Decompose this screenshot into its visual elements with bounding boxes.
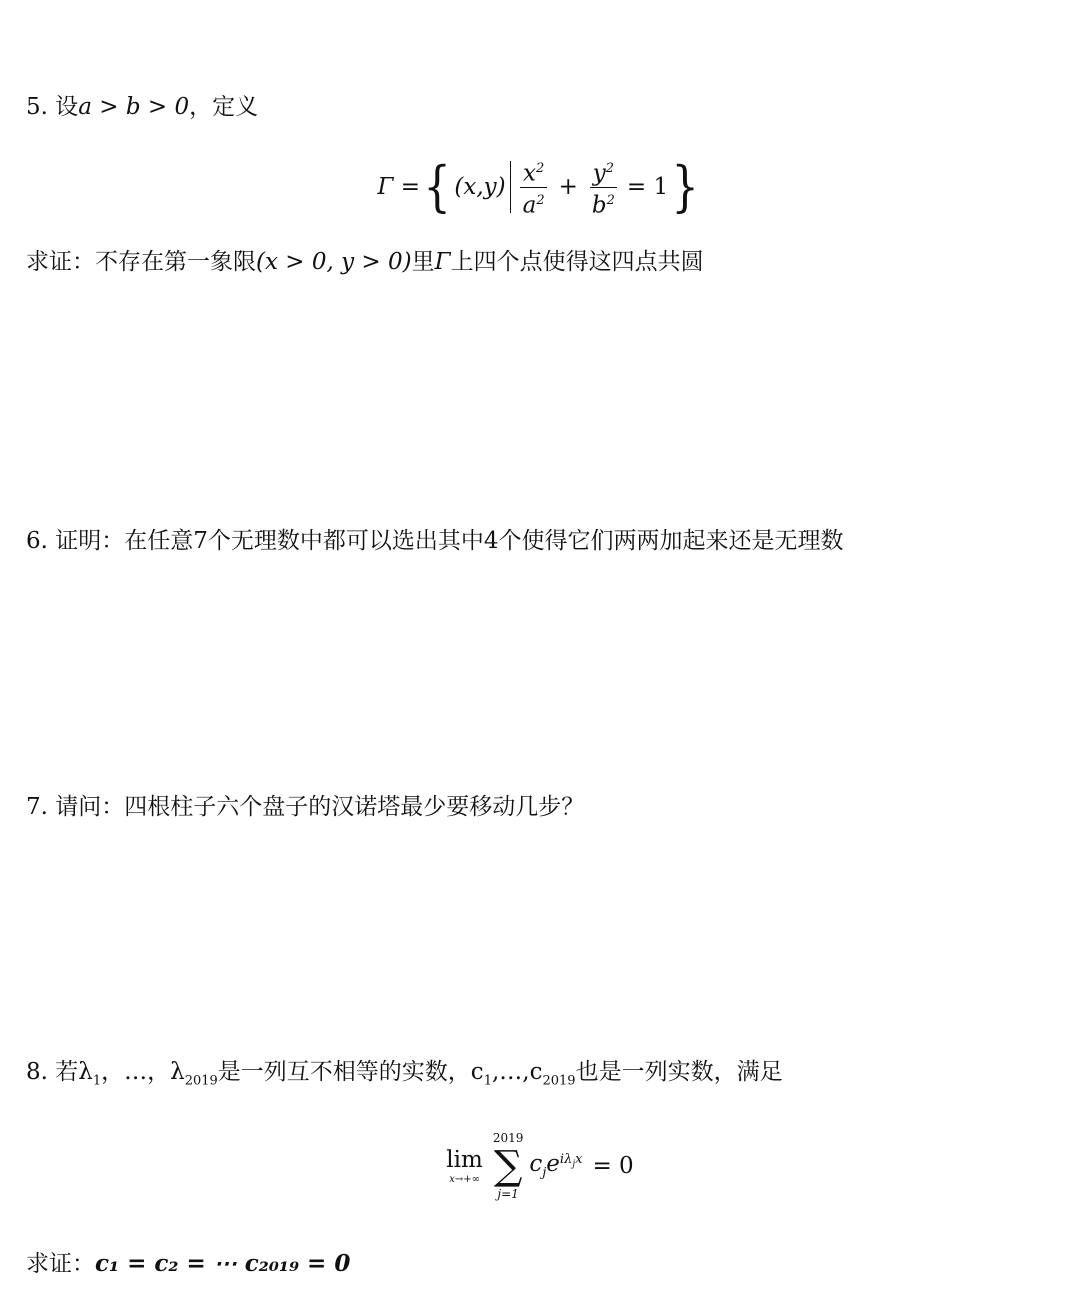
fraction-x: $\frac{x^2}{a^2}$: [520, 156, 548, 218]
problem-8-limit-equation: [0, 1128, 1080, 1204]
sigma-icon: ∑: [493, 1143, 523, 1189]
right-brace: }: [671, 155, 700, 218]
intro-text: 设: [55, 94, 79, 120]
sum-term: $c_je^{i\lambda_jx}$: [529, 1151, 583, 1181]
problem-5-proof: [26, 247, 704, 277]
set-separator: [510, 161, 511, 213]
problem-7: [26, 792, 584, 822]
sum-operator: 2019 ∑ j=1: [492, 1131, 524, 1201]
problem-number: 6.: [26, 528, 48, 554]
left-brace: {: [423, 155, 451, 218]
limit-operator: lim x→+∞: [446, 1147, 483, 1185]
condition-math: a > b > 0: [78, 94, 190, 120]
proof-condition: (x > 0, y > 0): [256, 249, 412, 275]
problem-text: 请问：四根柱子六个盘子的汉诺塔最少要移动几步？: [55, 794, 585, 820]
proof-equation: c₁ = c₂ = ⋯ c₂₀₁₉ = 0: [95, 1250, 351, 1277]
problem-5-intro: [26, 92, 258, 122]
problem-number: 7.: [26, 794, 48, 820]
proof-text: 上四个点使得这四点共圆: [450, 249, 704, 275]
problem-text: 证明：在任意7个无理数中都可以选出其中4个使得它们两两加起来还是无理数: [55, 528, 844, 554]
proof-gamma: Γ: [434, 249, 451, 275]
plus-sign: +: [558, 174, 578, 200]
fraction-y: $\frac{y^2}{b^2}$: [589, 156, 618, 218]
proof-text: 求证：不存在第一象限: [26, 249, 256, 275]
equals-zero: = 0: [592, 1153, 634, 1179]
problem-5-set-definition: [0, 152, 1080, 222]
problem-8-intro: 8. 若$\lambda_1$，…，$\lambda_{2019}$是一列互不相等的实数，$c_1,\dots,c_{2019}$也是一列实数，满足: [26, 1059, 783, 1089]
proof-text: 求证：: [26, 1251, 95, 1277]
set-pair: (x,y): [454, 174, 506, 200]
intro-text: ，定义: [189, 94, 259, 120]
problem-number: 5.: [26, 94, 48, 120]
set-lhs: Γ =: [377, 174, 421, 200]
problem-6: [26, 526, 844, 556]
equals-one: = 1: [626, 174, 669, 200]
problem-number: 8.: [26, 1059, 48, 1085]
problem-8-proof: [26, 1249, 350, 1279]
proof-text: 里: [411, 249, 435, 275]
